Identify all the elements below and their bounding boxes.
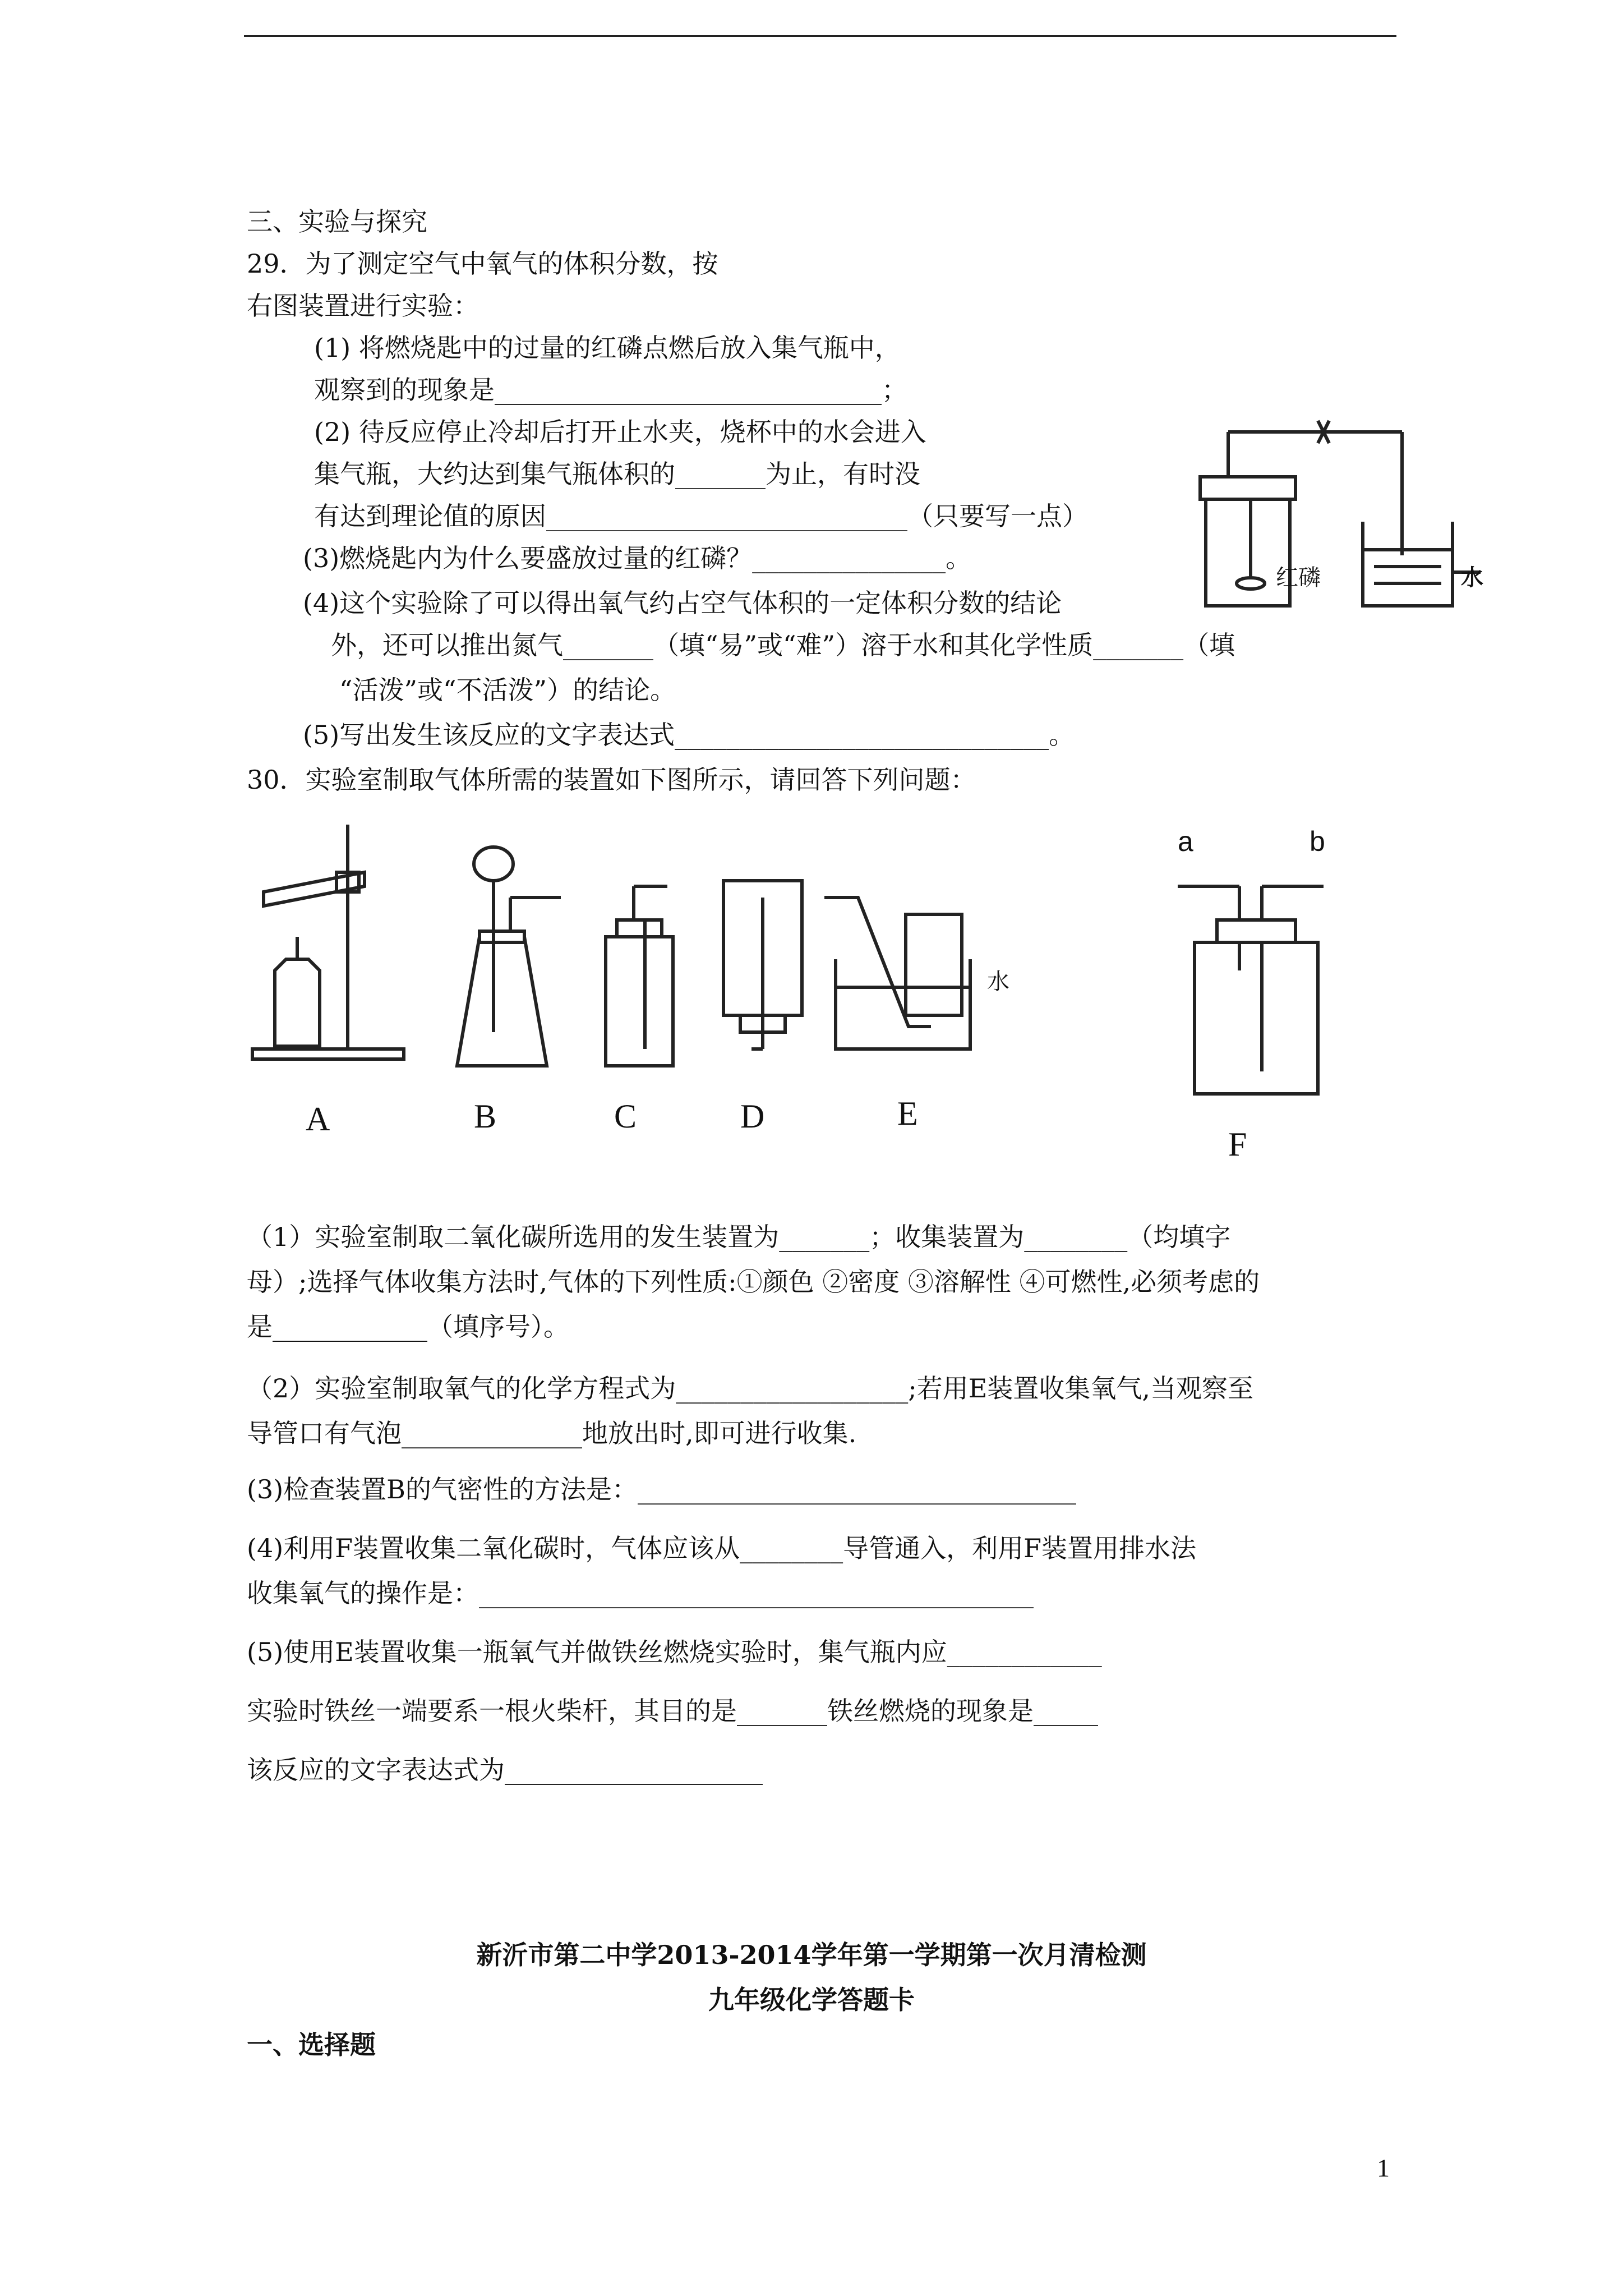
q30-intro: 30．实验室制取气体所需的装置如下图所示，请回答下列问题： [247, 765, 976, 795]
q29-p4b: 外，还可以推出氮气_______（填“易”或“难”）溶于水和其化学性质_______（填 [331, 630, 1235, 660]
page-number: 1 [1377, 2154, 1390, 2182]
q29-p4c: “活泼”或“不活泼”）的结论。 [339, 675, 676, 705]
q29-p2a: (2) 待反应停止冷却后打开止水夹，烧杯中的水会进入 [314, 417, 926, 447]
q30-p2b: 导管口有气泡______________地放出时,即可进行收集. [247, 1418, 857, 1448]
q29-p4a: (4)这个实验除了可以得出氧气约占空气体积的一定体积分数的结论 [303, 588, 1062, 618]
apparatus-c-figure [594, 881, 684, 1066]
q30-p2a: （2）实验室制取氧气的化学方程式为__________________;若用E装置收集氧气,当观察至 [247, 1373, 1253, 1404]
q29-p2c: 有达到理论值的原因____________________________（只要写一点） [314, 501, 1088, 531]
label-d-device: D [740, 1098, 765, 1135]
q30-p5c: 该反应的文字表达式为____________________ [247, 1755, 763, 1785]
oxygen-apparatus-figure [1189, 421, 1503, 623]
section-heading: 三、实验与探究 [247, 206, 427, 237]
q30-p4b: 收集氧气的操作是：___________________________________________ [247, 1578, 1034, 1608]
water-label-e: 水 [987, 969, 1009, 995]
red-phosphorus-label: 红磷 [1276, 565, 1321, 591]
tube-b-label: b [1310, 826, 1325, 857]
header-rule [244, 35, 1396, 37]
water-label: 水 [1461, 565, 1483, 591]
q29-p1a: (1) 将燃烧匙中的过量的红磷点燃后放入集气瓶中， [314, 333, 901, 363]
label-f-device: F [1228, 1126, 1247, 1163]
q29-p1b: 观察到的现象是______________________________； [314, 375, 907, 405]
label-a-device: A [306, 1101, 330, 1138]
q30-p1c: 是____________（填序号）。 [247, 1312, 569, 1342]
apparatus-e-figure [824, 881, 981, 1060]
apparatus-f-figure [1178, 875, 1335, 1099]
q29-line1: 29．为了测定空气中氧气的体积分数，按 [247, 249, 718, 279]
q30-p1a: （1）实验室制取二氧化碳所选用的发生装置为_______；收集装置为________（均填字 [247, 1222, 1231, 1252]
q30-p1b: 母）;选择气体收集方法时,气体的下列性质:①颜色 ②密度 ③溶解性 ④可燃性,必须考虑的 [247, 1267, 1260, 1297]
label-e-device: E [897, 1095, 918, 1132]
q29-p3: (3)燃烧匙内为什么要盛放过量的红磷？_______________。 [303, 543, 972, 573]
answer-card-subtitle: 九年级化学答题卡 [708, 1985, 915, 2015]
label-c-device: C [614, 1098, 637, 1135]
q29-line2: 右图装置进行实验： [247, 291, 479, 321]
answer-card-section1: 一、选择题 [247, 2030, 376, 2060]
apparatus-a-figure [252, 825, 421, 1060]
q30-p5a: (5)使用E装置收集一瓶氧气并做铁丝燃烧实验时，集气瓶内应____________ [247, 1637, 1102, 1667]
q29-p5: (5)写出发生该反应的文字表达式_____________________________。 [303, 720, 1075, 750]
answer-card-title: 新沂市第二中学2013-2014学年第一学期第一次月清检测 [476, 1940, 1147, 1970]
tube-a-label: a [1178, 826, 1193, 857]
label-b-device: B [474, 1098, 497, 1135]
q30-p4a: (4)利用F装置收集二氧化碳时，气体应该从________导管通入，利用F装置用排水法 [247, 1533, 1196, 1563]
q30-p3: (3)检查装置B的气密性的方法是：__________________________________ [247, 1474, 1076, 1504]
q30-p5b: 实验时铁丝一端要系一根火柴杆，其目的是_______铁丝燃烧的现象是_____ [247, 1696, 1098, 1726]
apparatus-d-figure [718, 881, 808, 1055]
q29-p2b: 集气瓶，大约达到集气瓶体积的_______为止，有时没 [314, 459, 920, 489]
apparatus-b-figure [454, 847, 578, 1071]
